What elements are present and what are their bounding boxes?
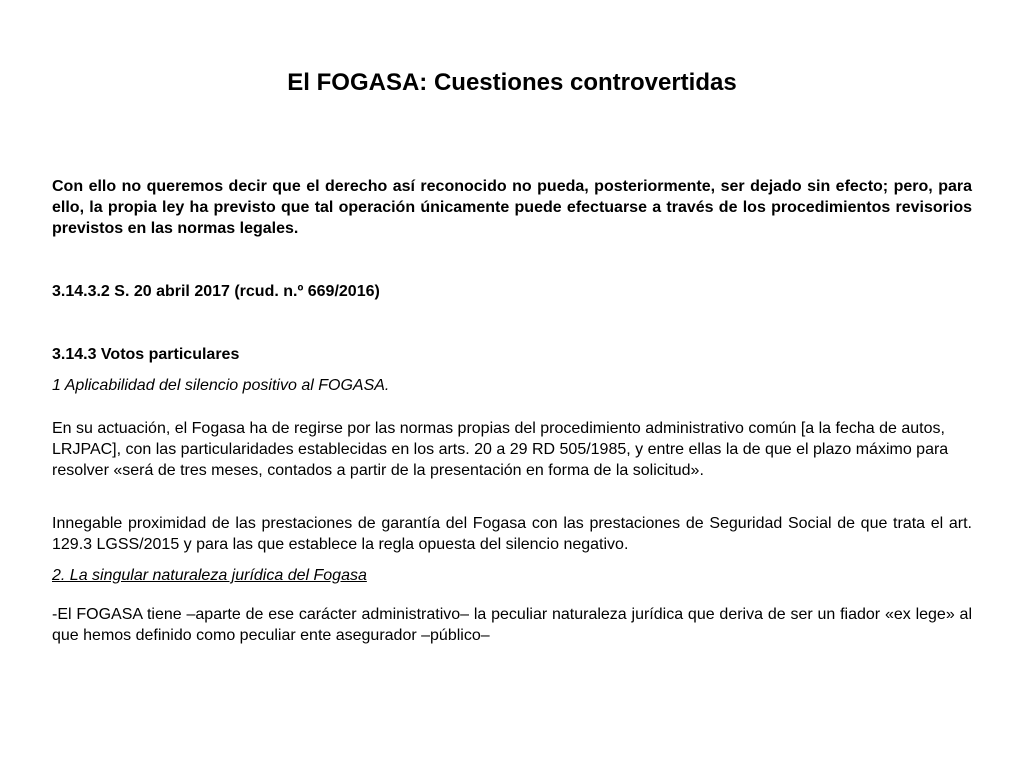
slide-title: El FOGASA: Cuestiones controvertidas [287,69,737,96]
paragraph-actuacion-fogasa: En su actuación, el Fogasa ha de regirse por las normas propias del procedimiento administrativo común [a la fecha de autos, LRJPAC], con las particularidades establecidas en los arts. 20 a 29 RD 505/1985, y entre ellas la de que el plazo máximo para resolver «será de tres meses, contados a partir de la presentación en forma de la solicitud». [52,420,949,479]
paragraph-proximidad-prestaciones: Innegable proximidad de las prestaciones de garantía del Fogasa con las prestaciones de Seguridad Social de que trata el art. 129.3 LGSS/2015 y para las que establece la regla opuesta del silencio negativo. [52,515,972,553]
heading-votos-particulares: 3.14.3 Votos particulares [52,346,240,363]
heading-naturaleza-juridica: 2. La singular naturaleza jurídica del Fogasa [52,567,367,584]
heading-silencio-positivo: 1 Aplicabilidad del silencio positivo al FOGASA. [52,377,390,394]
slide-content [52,176,972,646]
paragraph-fiador-ex-lege: -El FOGASA tiene –aparte de ese carácter administrativo– la peculiar naturaleza jurídica que deriva de ser un fiador «ex lege» al que hemos definido como peculiar ente asegurador –público– [52,606,972,644]
paragraph-derecho-reconocido: Con ello no queremos decir que el derecho así reconocido no pueda, posteriormente, ser dejado sin efecto; pero, para ello, la propia ley ha previsto que tal operación únicamente puede efectuarse a través de los procedimientos revisorios previstos en las normas legales. [52,178,972,237]
heading-sentencia: 3.14.3.2 S. 20 abril 2017 (rcud. n.º 669/2016) [52,283,380,300]
